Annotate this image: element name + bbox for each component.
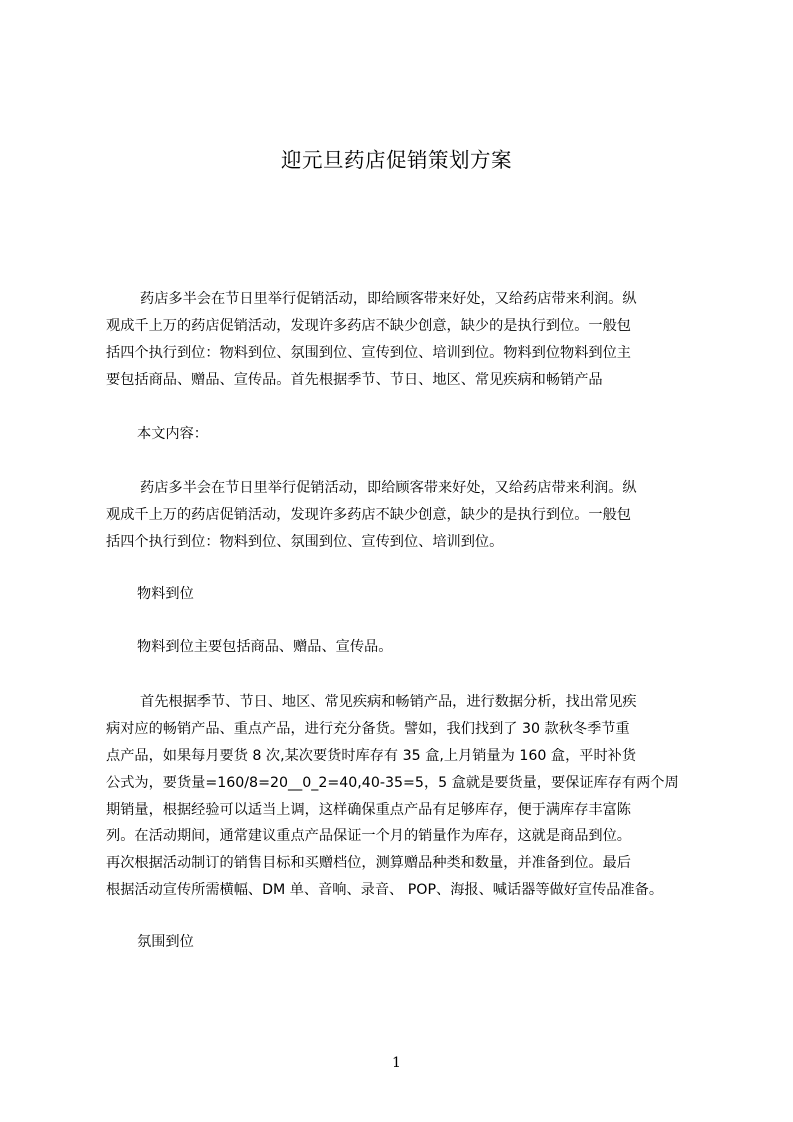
paragraph-1-line-4: 要包括商品、赠品、宣传品。首先根据季节、节日、地区、常见疾病和畅销产品 [106,372,603,388]
section-label-content: 本文内容： [137,426,208,442]
paragraph-4-line-2: 病对应的畅销产品、重点产品，进行充分备货。譬如，我们找到了 30 款秋冬季节重 [106,721,630,737]
paragraph-2-line-3: 括四个执行到位：物料到位、氛围到位、宣传到位、培训到位。 [106,534,504,550]
paragraph-4-line-6: 列。在活动期间，通常建议重点产品保证一个月的销量作为库存，这就是商品到位。 [106,828,631,844]
paragraph-4-line-1: 首先根据季节、节日、地区、常见疾病和畅销产品，进行数据分析，找出常见疾 [140,694,637,710]
paragraph-4-line-3: 点产品，如果每月要货 8 次,某次要货时库存有 35 盒,上月销量为 160 盒，平时补货 [106,748,637,764]
paragraph-4-line-8: 根据活动宣传所需横幅、DM 单、音响、录音、 POP、海报、喊话器等做好宣传品准备。 [106,882,664,898]
paragraph-4-line-4: 公式为，要货量=160/8=20__0_2=40,40-35=5，5 盒就是要货量，要保证库存有两个周 [106,775,679,791]
paragraph-1-line-3: 括四个执行到位：物料到位、氛围到位、宣传到位、培训到位。物料到位物料到位主 [106,345,631,361]
section-heading-atmosphere: 氛围到位 [137,934,194,950]
paragraph-1-line-1: 药店多半会在节日里举行促销活动，即给顾客带来好处，又给药店带来利润。纵 [140,291,637,307]
paragraph-2-line-2: 观成千上万的药店促销活动，发现许多药店不缺少创意，缺少的是执行到位。一般包 [106,507,631,523]
page-number: 1 [392,1055,401,1071]
section-heading-materials: 物料到位 [137,586,194,602]
paragraph-1-line-2: 观成千上万的药店促销活动，发现许多药店不缺少创意，缺少的是执行到位。一般包 [106,318,631,334]
page-title: 迎元旦药店促销策划方案 [281,148,512,172]
paragraph-4-line-7: 再次根据活动制订的销售目标和买赠档位，测算赠品种类和数量，并准备到位。最后 [106,855,631,871]
paragraph-4-line-5: 期销量，根据经验可以适当上调，这样确保重点产品有足够库存，便于满库存丰富陈 [106,802,631,818]
paragraph-3-line-1: 物料到位主要包括商品、赠品、宣传品。 [137,639,393,655]
paragraph-2-line-1: 药店多半会在节日里举行促销活动，即给顾客带来好处，又给药店带来利润。纵 [140,480,637,496]
